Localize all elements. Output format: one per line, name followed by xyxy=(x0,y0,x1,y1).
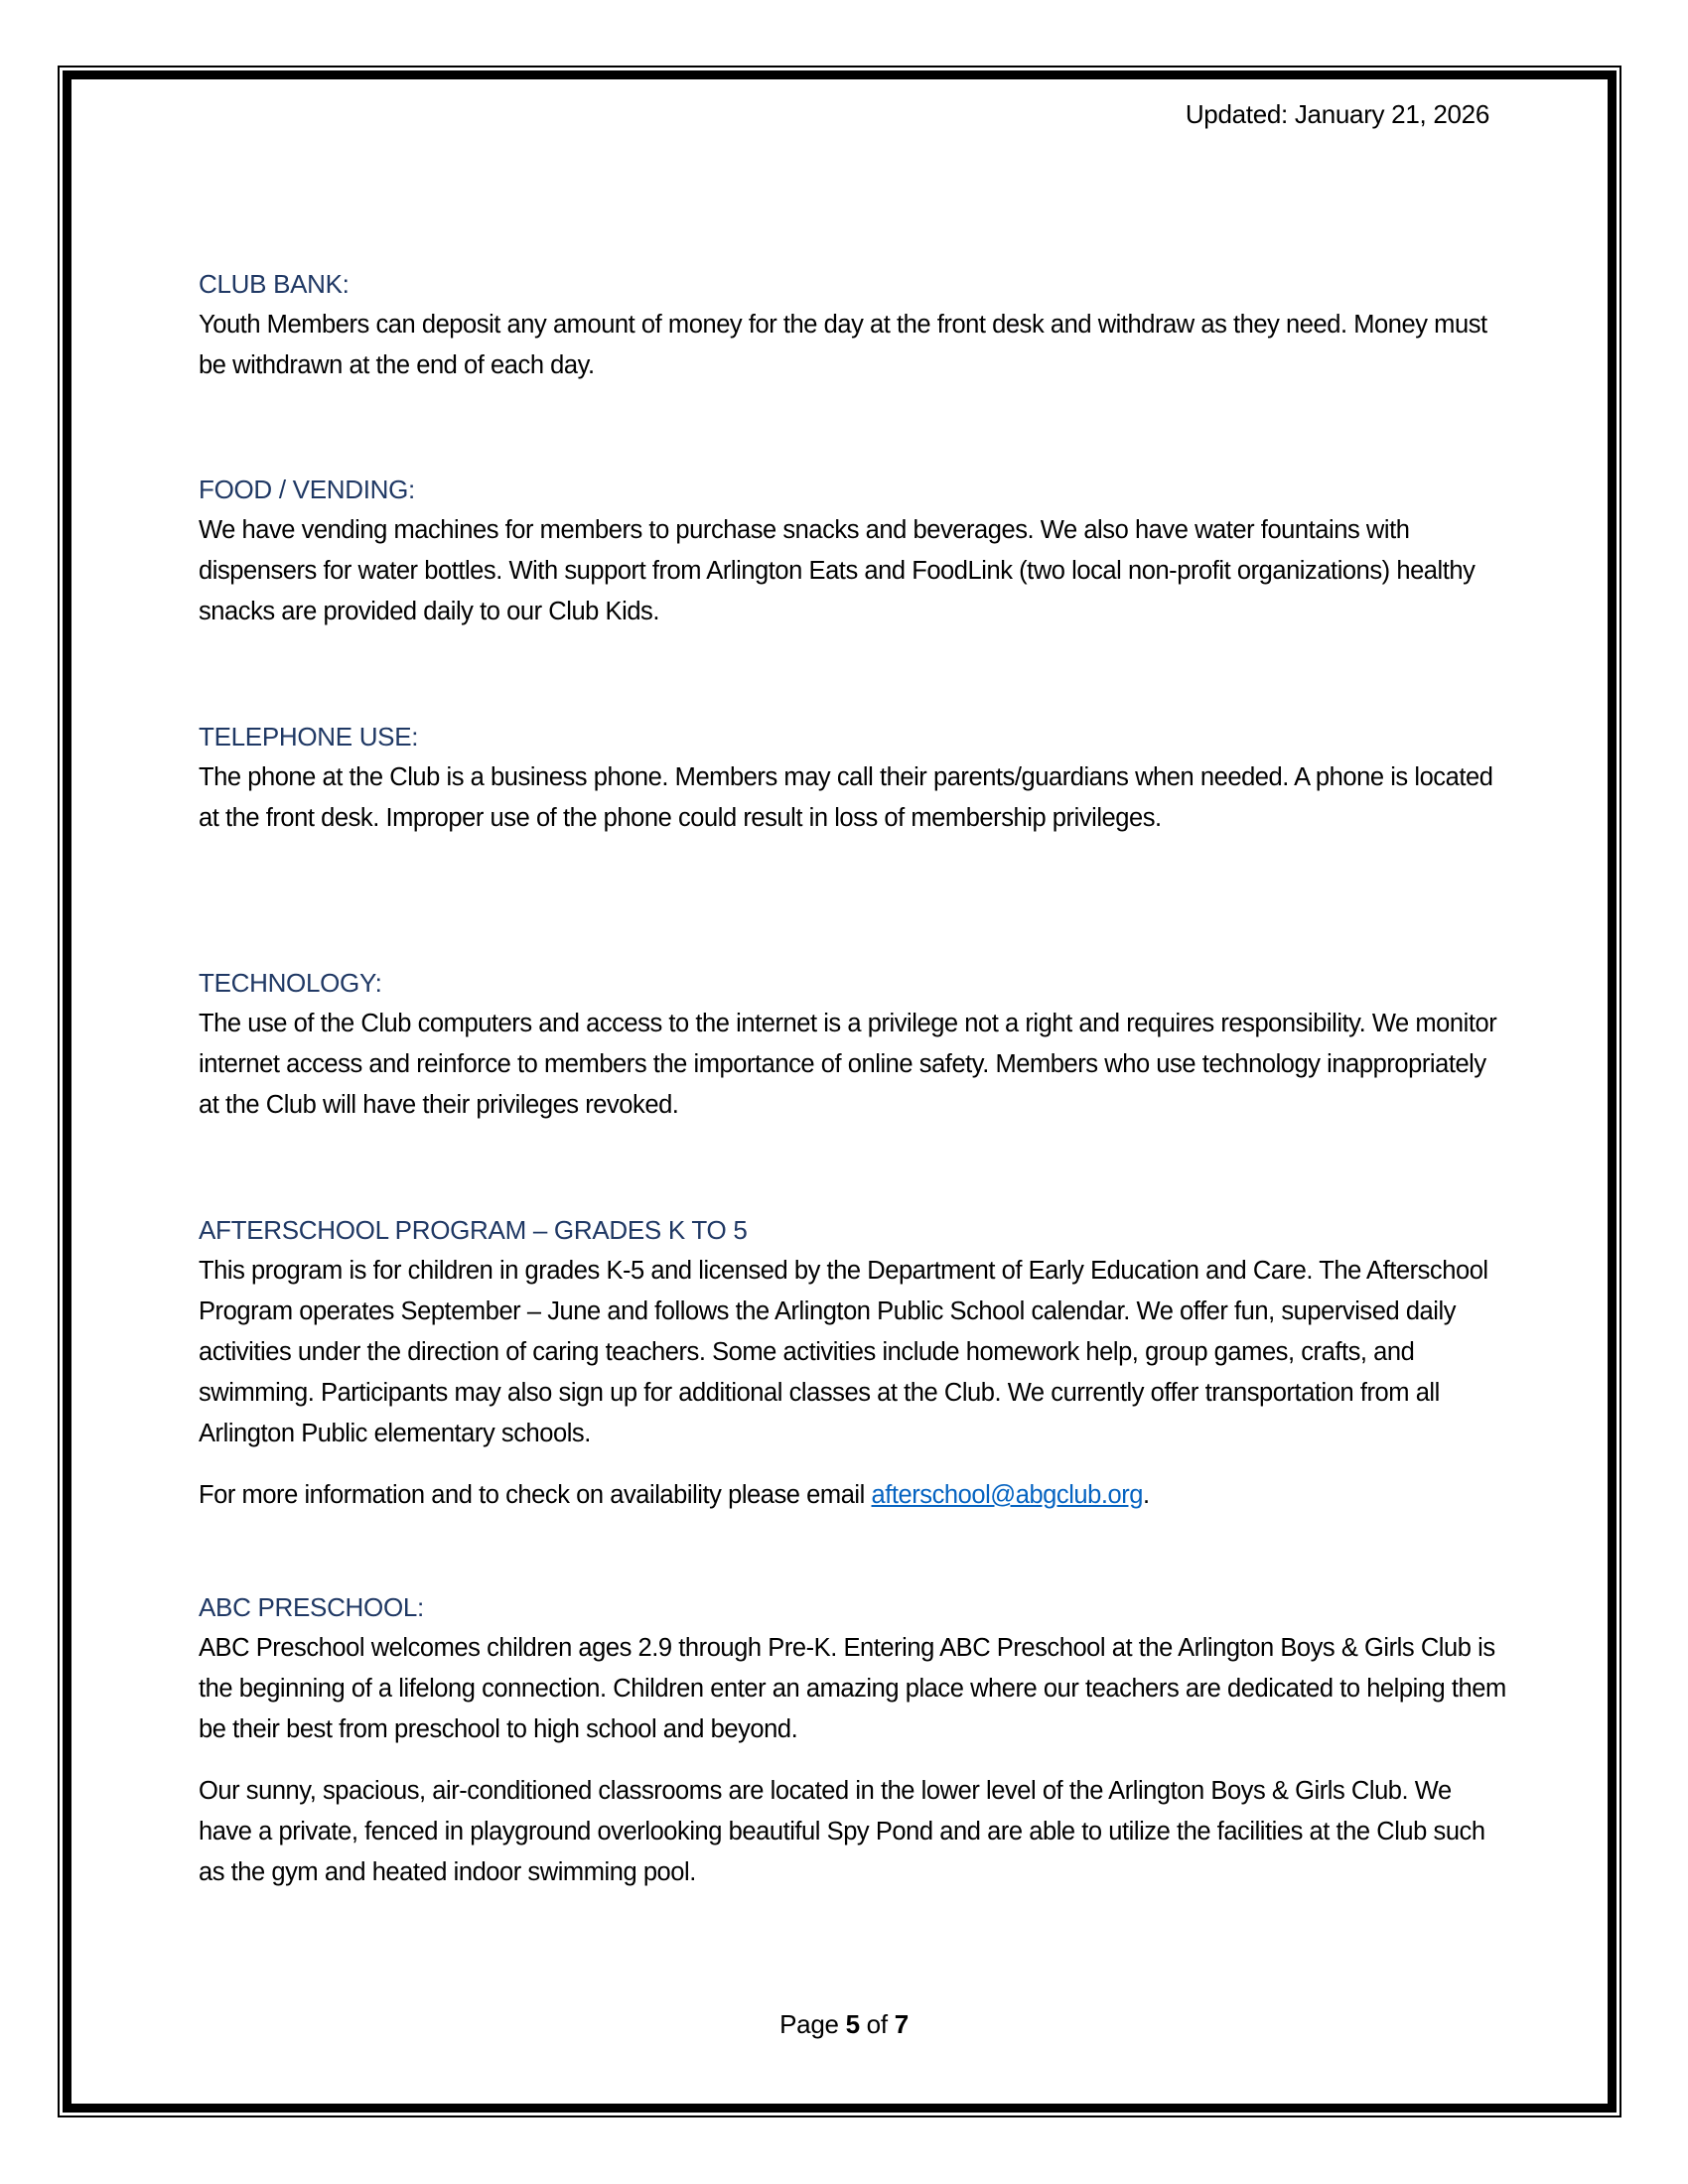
contact-suffix: . xyxy=(1143,1481,1150,1509)
section-food-vending xyxy=(199,470,1509,632)
section-telephone-use xyxy=(199,717,1509,839)
contact-prefix: For more information and to check on availability please email xyxy=(199,1481,872,1509)
section-heading: TECHNOLOGY: xyxy=(199,968,382,998)
section-paragraph: We have vending machines for members to purchase snacks and beverages. We also have water fountains with dispensers for water bottles. With support from Arlington Eats and FoodLink (two local non-profit organizations) healthy snacks are provided daily to our Club Kids. xyxy=(199,516,1476,625)
updated-date: Updated: January 21, 2026 xyxy=(1185,99,1489,129)
afterschool-email-link[interactable]: afterschool@abgclub.org xyxy=(871,1481,1144,1509)
section-paragraph: Our sunny, spacious, air-conditioned classrooms are located in the lower level of the Arlington Boys & Girls Club. We have a private, fenced in playground overlooking beautiful Spy Pond and are able to utilize the facilities at the Club such as the gym and heated indoor swimming pool. xyxy=(199,1777,1485,1886)
section-paragraph: This program is for children in grades K-5 and licensed by the Department of Early Education and Care. The Afterschool Program operates September – June and follows the Arlington Public School calendar. We offer fun, supervised daily activities under the direction of caring teachers. Some activities include homework help, group games, crafts, and swimming. Participants may also sign up for additional classes at the Club. We currently offer transportation from all Arlington Public elementary schools. xyxy=(199,1257,1488,1447)
section-technology xyxy=(199,963,1509,1126)
section-club-bank xyxy=(199,264,1509,386)
page-label: Page xyxy=(779,2009,846,2039)
page-current: 5 xyxy=(845,2009,860,2039)
contact-paragraph xyxy=(199,1475,1509,1516)
section-heading: CLUB BANK: xyxy=(199,269,350,299)
page-footer xyxy=(0,2009,1688,2040)
page-of-label: of xyxy=(859,2009,895,2039)
section-heading: FOOD / VENDING: xyxy=(199,475,415,504)
section-heading: TELEPHONE USE: xyxy=(199,722,419,751)
section-paragraph: The use of the Club computers and access to the internet is a privilege not a right and requires responsibility. We monitor internet access and reinforce to members the importance of online safety. Members who use technology inappropriately at the Club will have their privileges revoked. xyxy=(199,1010,1497,1119)
section-heading: AFTERSCHOOL PROGRAM – GRADES K TO 5 xyxy=(199,1215,748,1245)
section-paragraph: ABC Preschool welcomes children ages 2.9 through Pre-K. Entering ABC Preschool at the Arlington Boys & Girls Club is the beginning of a lifelong connection. Children enter an amazing place where our teachers are dedicated to helping them be their best from preschool to high school and beyond. xyxy=(199,1634,1506,1743)
section-paragraph: Youth Members can deposit any amount of money for the day at the front desk and withdraw as they need. Money must be withdrawn at the end of each day. xyxy=(199,311,1487,379)
section-abc-preschool xyxy=(199,1587,1509,1893)
page-total: 7 xyxy=(894,2009,909,2039)
section-paragraph: The phone at the Club is a business phone. Members may call their parents/guardians when needed. A phone is located at the front desk. Improper use of the phone could result in loss of membership privileges. xyxy=(199,763,1493,832)
section-afterschool-program xyxy=(199,1210,1509,1516)
section-heading: ABC PRESCHOOL: xyxy=(199,1592,424,1622)
